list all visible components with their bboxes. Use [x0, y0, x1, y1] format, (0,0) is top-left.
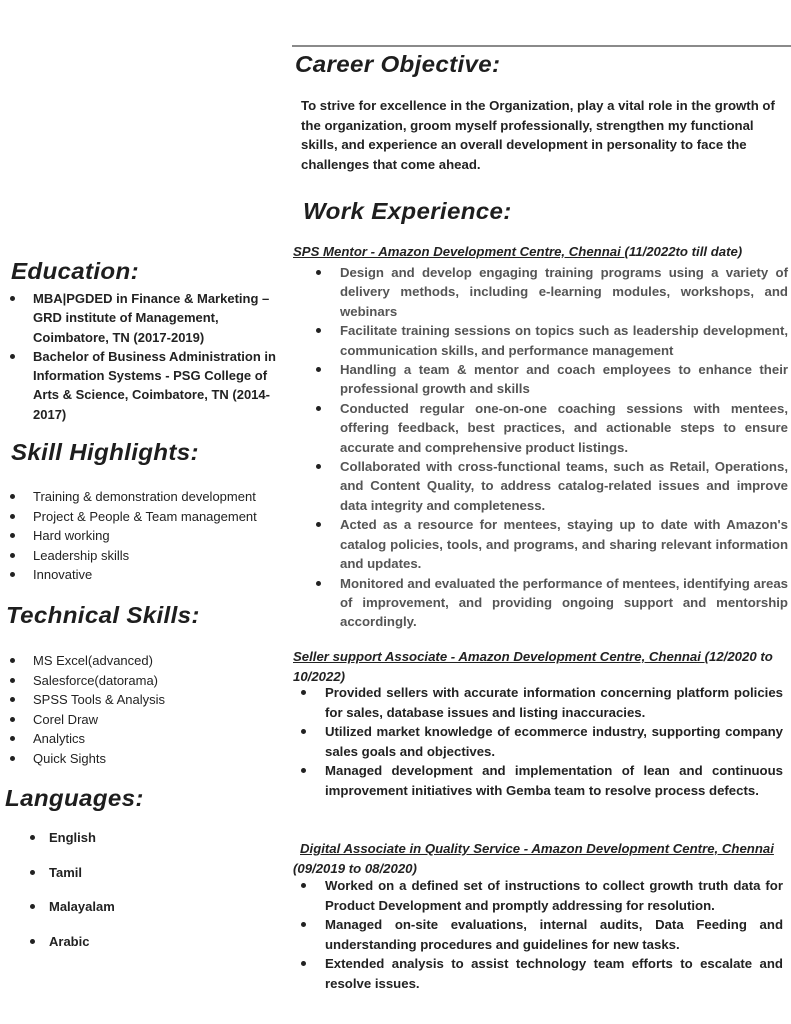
- bullet-icon: [10, 296, 15, 301]
- bullet-icon: [301, 922, 306, 927]
- education-heading: Education:: [11, 258, 139, 284]
- bullet-icon: [30, 870, 35, 875]
- technical-skills-heading: Technical Skills:: [6, 602, 200, 628]
- bullet-text: Provided sellers with accurate information concerning platform policies for sales, database issues and listing inaccuracies.: [325, 685, 783, 720]
- list-item: [33, 526, 288, 546]
- list-item: [33, 749, 288, 769]
- technical-skills-list: [33, 651, 288, 769]
- list-item: [325, 761, 783, 800]
- list-item: [33, 651, 288, 671]
- skill-text: Project & People & Team management: [33, 508, 257, 524]
- list-item: [33, 690, 288, 710]
- list-item: [340, 399, 788, 457]
- list-item: [49, 828, 249, 863]
- list-item: [33, 710, 288, 730]
- skill-text: Salesforce(datorama): [33, 672, 158, 688]
- list-item: [33, 671, 288, 691]
- job-dates: (11/2022to till date): [624, 244, 743, 259]
- work-experience-heading: Work Experience:: [303, 198, 512, 224]
- career-objective-text: To strive for excellence in the Organization, play a vital role in the growth of the organization, groom myself professionally, strengthen my functional skills, and experience an overall development in personality to face the challenges that come ahead.: [301, 98, 775, 172]
- job-title-text: Digital Associate in Quality Service - Amazon Development Centre, Chennai: [300, 841, 774, 856]
- bullet-icon: [10, 533, 15, 538]
- list-item: [49, 932, 249, 967]
- skill-text: MS Excel(advanced): [33, 653, 153, 668]
- list-item: [340, 321, 788, 360]
- job-title-text: Seller support Associate - Amazon Development Centre, Chennai: [293, 649, 705, 664]
- bullet-icon: [10, 717, 15, 722]
- bullet-text: Design and develop engaging training programs using a variety of delivery methods, including e-learning modules, workshops, and webinars: [340, 265, 788, 319]
- language-text: Malayalam: [49, 899, 115, 915]
- list-item: [325, 722, 783, 761]
- bullet-text: Monitored and evaluated the performance of mentees, identifying areas of improvement, and providing ongoing support and mentorship accordingly.: [340, 575, 788, 630]
- job-title-sps-mentor: [293, 242, 783, 262]
- bullet-icon: [30, 939, 35, 944]
- skill-text: Innovative: [33, 567, 93, 583]
- skill-highlights-list: [33, 487, 288, 585]
- job-dates: (12/2020 to 10/2022): [293, 649, 773, 684]
- list-item: [33, 729, 288, 749]
- bullet-icon: [10, 354, 15, 359]
- list-item: [49, 863, 249, 898]
- list-item: [33, 289, 288, 347]
- skill-text: Quick Sights: [33, 750, 106, 766]
- job-bullets-sps-mentor: [340, 263, 788, 632]
- bullet-text: Worked on a defined set of instructions to collect growth truth data for Product Development and promptly addressing for resolution.: [325, 878, 783, 913]
- bullet-icon: [316, 581, 321, 586]
- list-item: [33, 347, 288, 424]
- education-entry: Bachelor of Business Administration in Information Systems - PSG College of Arts & Science, Coimbatore, TN (2014-2017): [33, 348, 276, 422]
- bullet-icon: [316, 328, 321, 333]
- skill-text: SPSS Tools & Analysis: [33, 692, 165, 708]
- skill-text: Hard working: [33, 528, 110, 544]
- bullet-text: Acted as a resource for mentees, staying up to date with Amazon's catalog policies, tools, and programs, and sharing relevant information and updates.: [340, 517, 788, 572]
- bullet-icon: [10, 553, 15, 558]
- list-item: [33, 565, 288, 585]
- language-text: Tamil: [49, 864, 82, 880]
- job-bullets-seller-support: [325, 683, 783, 800]
- bullet-icon: [10, 678, 15, 683]
- language-text: English: [49, 830, 96, 845]
- job-bullets-digital-associate: [325, 876, 783, 993]
- bullet-text: Extended analysis to assist technology team efforts to escalate and resolve issues.: [325, 956, 783, 991]
- skill-text: Training & demonstration development: [33, 489, 256, 504]
- bullet-icon: [10, 697, 15, 702]
- job-dates: (09/2019 to 08/2020): [293, 860, 417, 876]
- bullet-icon: [301, 729, 306, 734]
- bullet-icon: [316, 464, 321, 469]
- bullet-icon: [10, 514, 15, 519]
- bullet-text: Handling a team & mentor and coach employees to enhance their professional growth and skills: [340, 362, 788, 397]
- bullet-icon: [30, 835, 35, 840]
- education-entry: MBA|PGDED in Finance & Marketing – GRD institute of Management, Coimbatore, TN (2017-2019): [33, 291, 270, 345]
- bullet-icon: [301, 883, 306, 888]
- bullet-icon: [316, 406, 321, 411]
- language-text: Arabic: [49, 934, 90, 950]
- list-item: [325, 915, 783, 954]
- bullet-text: Collaborated with cross-functional teams, such as Retail, Operations, and Content Quality, to address catalog-related issues and improve data integrity and completeness.: [340, 459, 788, 513]
- list-item: [340, 574, 788, 632]
- languages-list: [49, 828, 249, 967]
- list-item: [325, 683, 783, 722]
- list-item: [340, 457, 788, 515]
- bullet-text: Managed development and implementation of lean and continuous improvement initiatives with Gemba team to resolve process defects.: [325, 763, 783, 798]
- list-item: [33, 487, 288, 507]
- list-item: [340, 360, 788, 399]
- list-item: [49, 897, 249, 932]
- education-list: [33, 289, 288, 424]
- bullet-icon: [10, 494, 15, 499]
- bullet-icon: [316, 367, 321, 372]
- bullet-icon: [301, 768, 306, 773]
- list-item: [325, 954, 783, 993]
- list-item: [340, 515, 788, 573]
- bullet-text: Managed on-site evaluations, internal audits, Data Feeding and understanding procedures and guidelines for new tasks.: [325, 917, 783, 952]
- bullet-icon: [10, 658, 15, 663]
- skill-text: Leadership skills: [33, 547, 130, 563]
- bullet-icon: [10, 572, 15, 577]
- languages-heading: Languages:: [5, 785, 144, 811]
- skill-highlights-heading: Skill Highlights:: [11, 439, 199, 465]
- bullet-icon: [316, 522, 321, 527]
- list-item: [340, 263, 788, 321]
- job-title-seller-support: [293, 647, 783, 686]
- career-objective-heading: Career Objective:: [295, 51, 501, 77]
- bullet-icon: [10, 736, 15, 741]
- list-item: [33, 507, 288, 527]
- job-title-text: SPS Mentor - Amazon Development Centre, Chennai: [293, 244, 625, 259]
- skill-text: Corel Draw: [33, 711, 99, 727]
- list-item: [325, 876, 783, 915]
- bullet-icon: [301, 690, 306, 695]
- list-item: [33, 546, 288, 566]
- bullet-text: Facilitate training sessions on topics such as leadership development, communication skills, and performance management: [340, 323, 788, 358]
- bullet-text: Conducted regular one-on-one coaching sessions with mentees, offering feedback, best practices, and actionable steps to ensure accurate and comprehensive product listings.: [340, 400, 788, 455]
- bullet-icon: [301, 961, 306, 966]
- top-divider: [292, 45, 791, 47]
- skill-text: Analytics: [33, 731, 86, 747]
- bullet-icon: [30, 904, 35, 909]
- bullet-icon: [10, 756, 15, 761]
- job-title-digital-associate: [293, 839, 785, 878]
- bullet-text: Utilized market knowledge of ecommerce industry, supporting company sales goals and objectives.: [325, 724, 783, 759]
- bullet-icon: [316, 270, 321, 275]
